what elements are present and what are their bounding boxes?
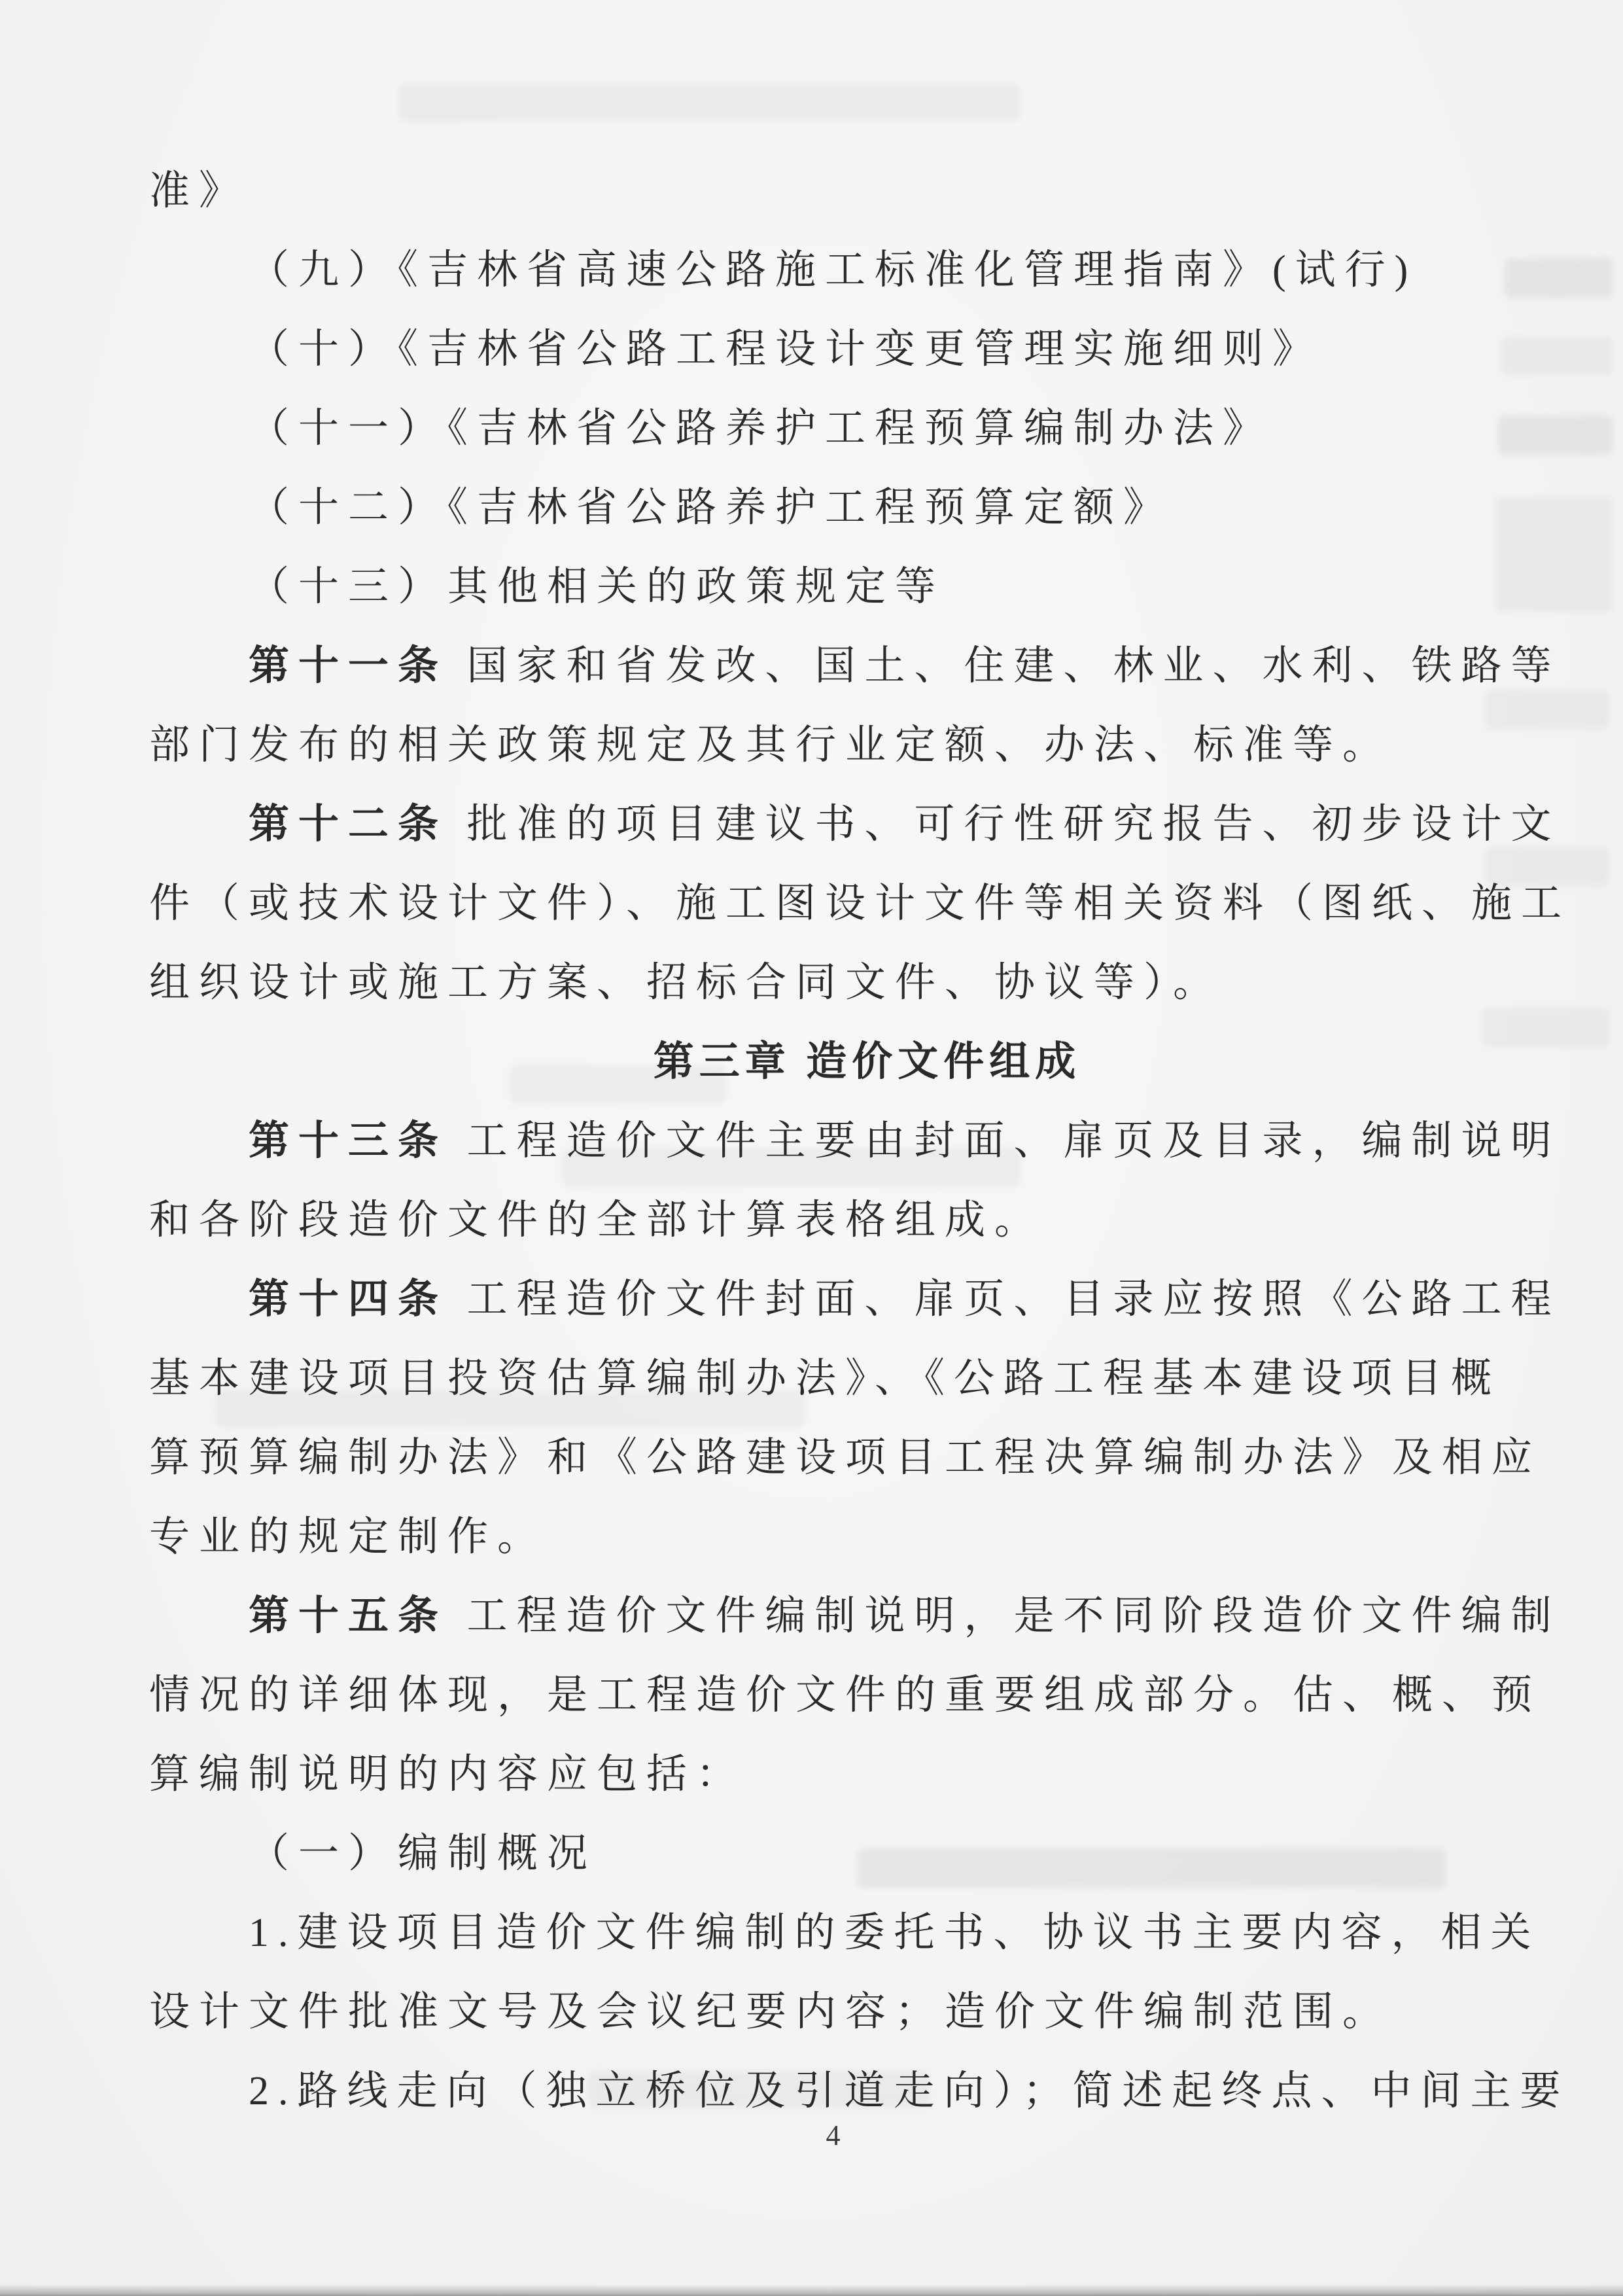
text-line	[149, 1894, 1541, 1973]
body-text-run: 部门发布的相关政策规定及其行业定额、办法、标准等。	[149, 723, 1393, 768]
text-line	[149, 706, 1533, 785]
body-text-run: 算编制说明的内容应包括：	[149, 1752, 746, 1797]
article-number-text: 第三章 造价文件组成	[653, 1040, 1081, 1084]
text-line	[149, 1814, 1533, 1894]
scan-bottom-edge	[0, 2284, 1623, 2296]
article-number-text: 第十二条	[249, 802, 448, 847]
body-text-run: 和各阶段造价文件的全部计算表格组成。	[149, 1198, 1045, 1243]
text-line	[149, 1181, 1533, 1260]
text-line	[149, 1973, 1533, 2052]
text-line	[149, 864, 1571, 944]
body-text-run: （九）《吉林省高速公路施工标准化管理指南》(试行)	[249, 248, 1418, 292]
document-body	[149, 152, 1571, 2131]
body-text-run: 设计文件批准文号及会议纪要内容；造价文件编制范围。	[149, 1990, 1393, 2034]
text-line	[149, 1498, 1533, 1577]
text-line	[149, 944, 1533, 1023]
body-text-run: 件（或技术设计文件）、施工图设计文件等相关资料（图纸、施工	[149, 881, 1571, 926]
body-text-run: （十一）《吉林省公路养护工程预算编制办法》	[249, 406, 1273, 451]
body-text-run: 工程造价文件主要由封面、扉页及目录，编制说明	[447, 1119, 1561, 1163]
text-line	[149, 1577, 1561, 1656]
text-line	[149, 152, 1533, 231]
body-text-run: 1.建设项目造价文件编制的委托书、协议书主要内容，相关	[249, 1911, 1541, 1955]
body-text-run: 基本建设项目投资估算编制办法》、《公路工程基本建设项目概	[149, 1356, 1501, 1401]
body-text-run: 工程造价文件编制说明，是不同阶段造价文件编制	[447, 1594, 1561, 1638]
body-text-run: 专业的规定制作。	[149, 1515, 548, 1559]
body-text-run: 2.路线走向（独立桥位及引道走向）；简述起终点、中间主要	[249, 2069, 1570, 2113]
body-text-run: 组织设计或施工方案、招标合同文件、协议等）。	[149, 961, 1223, 1005]
article-number-text: 第十三条	[249, 1119, 448, 1163]
text-line	[149, 1339, 1533, 1419]
text-line	[149, 389, 1533, 468]
body-text-run: 算预算编制办法》和《公路建设项目工程决算编制办法》及相应	[149, 1436, 1542, 1480]
body-text-run: 工程造价文件封面、扉页、目录应按照《公路工程	[447, 1277, 1561, 1322]
body-text-run: 准》	[149, 169, 249, 213]
text-line	[149, 785, 1561, 864]
article-number-text: 第十一条	[249, 644, 448, 688]
text-line	[149, 1735, 1533, 1814]
bleed-through-artifact	[399, 84, 1021, 122]
text-line	[149, 310, 1533, 389]
page-number: 4	[826, 2119, 841, 2151]
body-text-run: （十）《吉林省公路工程设计变更管理实施细则》	[249, 327, 1323, 372]
body-text-run: （一）编制概况	[249, 1831, 597, 1876]
text-line	[149, 1260, 1561, 1339]
text-line	[149, 627, 1561, 706]
text-line	[149, 548, 1533, 627]
text-line	[149, 1419, 1542, 1498]
text-line	[149, 468, 1533, 548]
article-number-text: 第十五条	[249, 1594, 448, 1638]
body-text-run: （十三）其他相关的政策规定等	[249, 565, 945, 609]
text-line	[149, 1102, 1561, 1181]
text-line	[149, 1656, 1542, 1735]
chapter-heading	[175, 1023, 1559, 1102]
body-text-run: 情况的详细体现，是工程造价文件的重要组成部分。估、概、预	[149, 1673, 1542, 1718]
body-text-run: （十二）《吉林省公路养护工程预算定额》	[249, 486, 1174, 530]
body-text-run: 国家和省发改、国土、住建、林业、水利、铁路等	[447, 644, 1561, 688]
body-text-run: 批准的项目建议书、可行性研究报告、初步设计文	[447, 802, 1561, 847]
text-line	[149, 231, 1533, 310]
article-number-text: 第十四条	[249, 1277, 448, 1322]
